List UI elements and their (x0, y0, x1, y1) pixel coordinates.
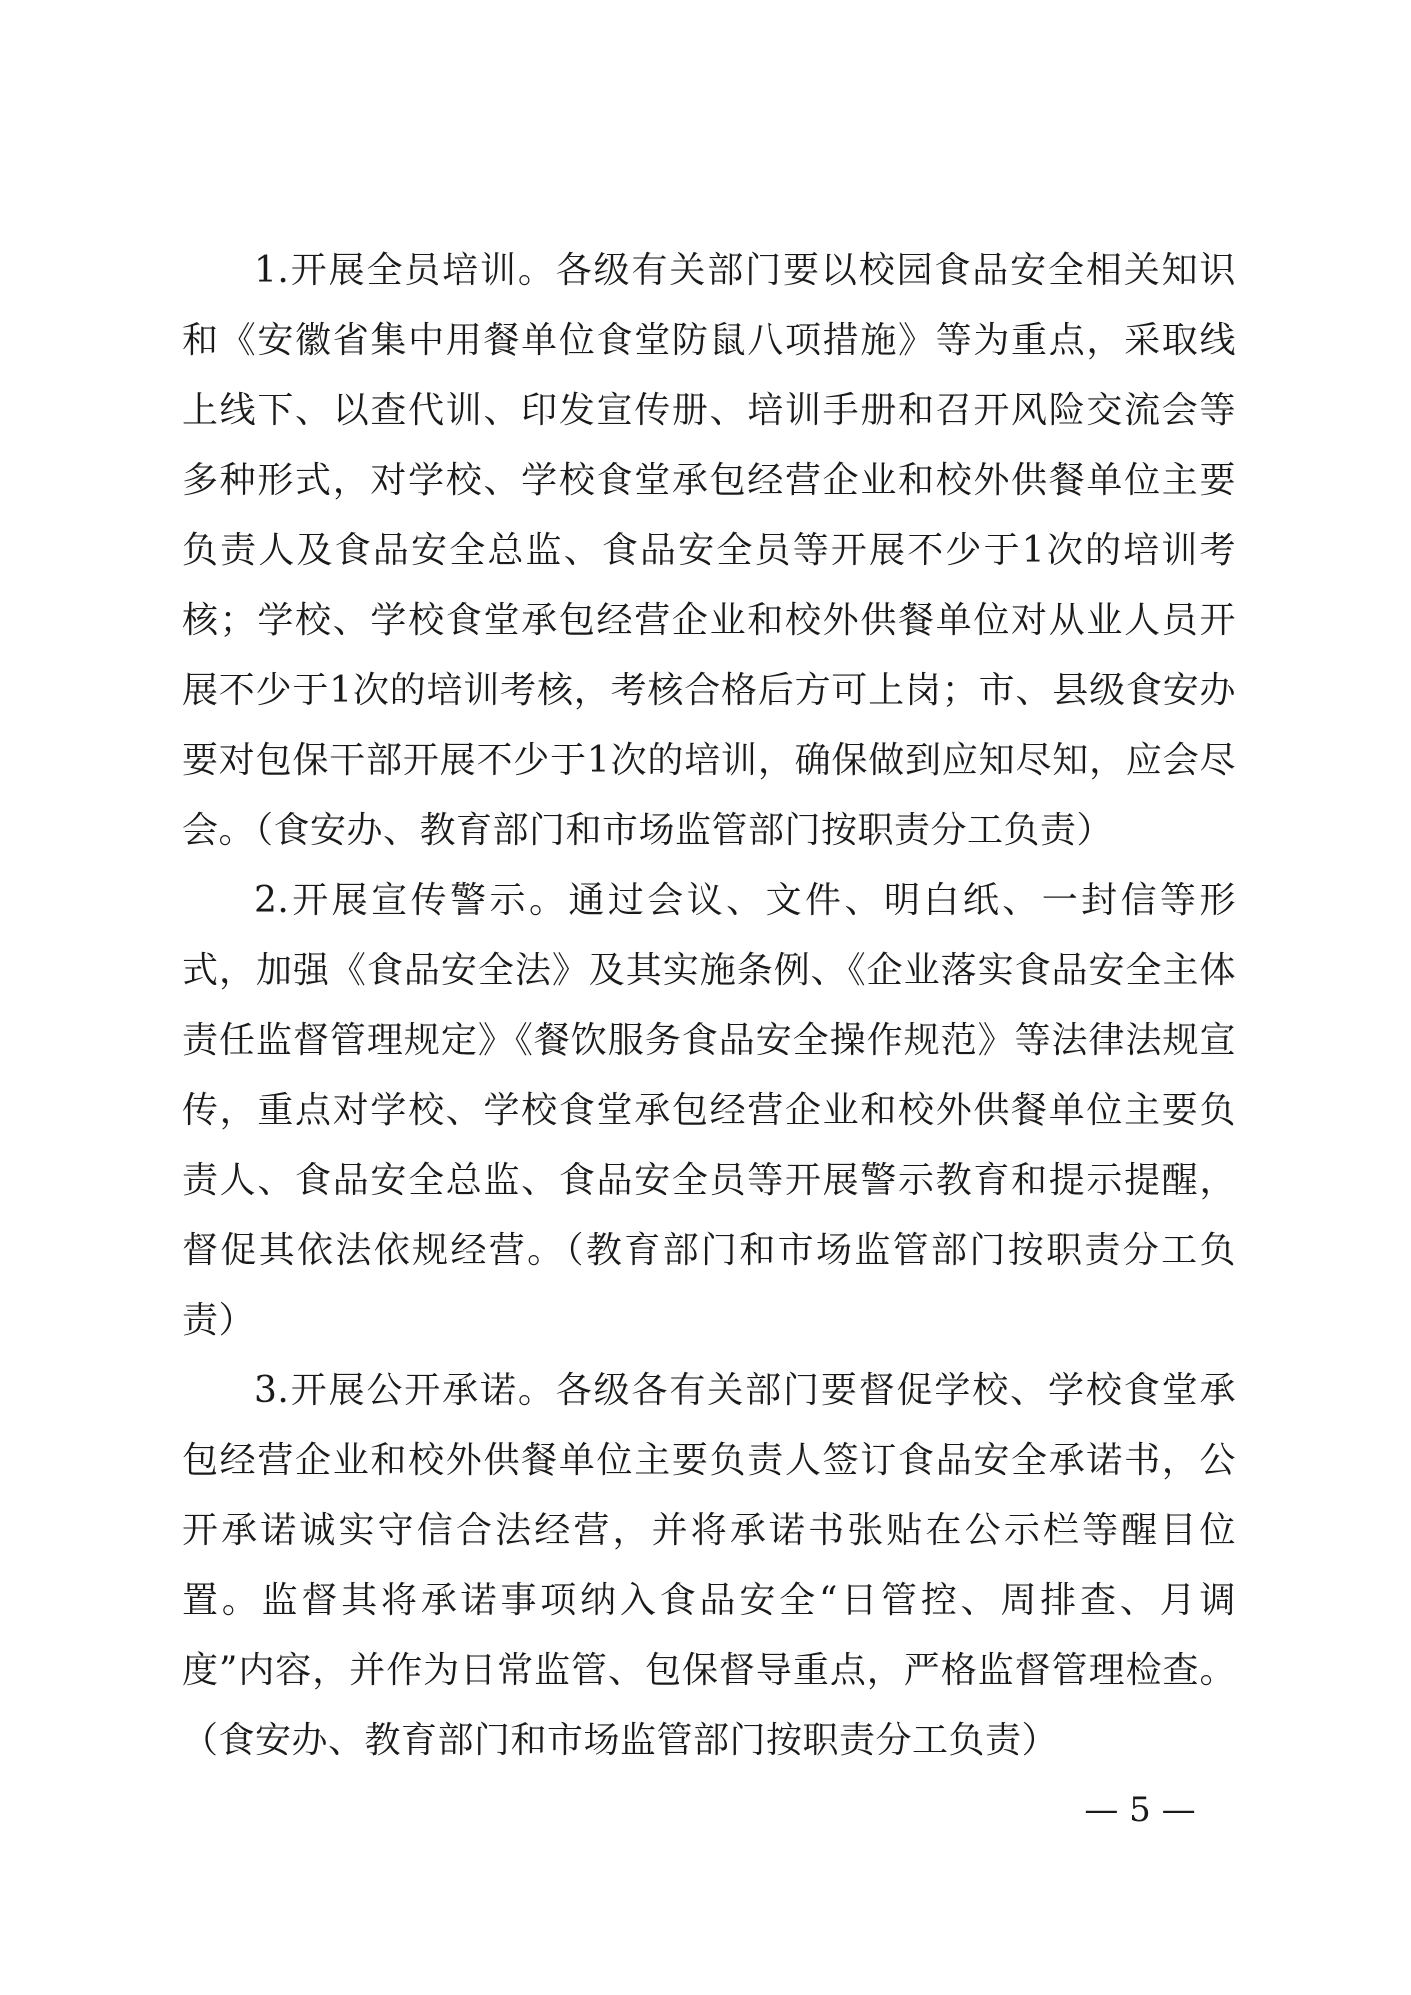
page-number: — 5 — (1084, 1790, 1196, 1830)
paragraph-publicity-warning: 2.开展宣传警示。通过会议、文件、明白纸、一封信等形式，加强《食品安全法》及其实施条例、《企业落实食品安全主体责任监督管理规定》《餐饮服务食品安全操作规范》等法律法规宣传，重点对学校、学校食堂承包经营企业和校外供餐单位主要负责人、食品安全总监、食品安全员等开展警示教育和提示提醒，督促其依法依规经营。（教育部门和市场监管部门按职责分工负责） (182, 880, 1236, 1341)
paragraph-staff-training: 1.开展全员培训。各级有关部门要以校园食品安全相关知识和《安徽省集中用餐单位食堂防鼠八项措施》等为重点，采取线上线下、以查代训、印发宣传册、培训手册和召开风险交流会等多种形式，对学校、学校食堂承包经营企业和校外供餐单位主要负责人及食品安全总监、食品安全员等开展不少于1次的培训考核；学校、学校食堂承包经营企业和校外供餐单位对从业人员开展不少于1次的培训考核，考核合格后方可上岗；市、县级食安办要对包保干部开展不少于1次的培训，确保做到应知尽知，应会尽会。（食安办、教育部门和市场监管部门按职责分工负责） (182, 250, 1236, 851)
document-body (182, 236, 1236, 1776)
paragraph-public-commitment: 3.开展公开承诺。各级各有关部门要督促学校、学校食堂承包经营企业和校外供餐单位主要负责人签订食品安全承诺书，公开承诺诚实守信合法经营，并将承诺书张贴在公示栏等醒目位置。监督其将承诺事项纳入食品安全“日管控、周排查、月调度”内容，并作为日常监管、包保督导重点，严格监督管理检查。（食安办、教育部门和市场监管部门按职责分工负责） (182, 1370, 1236, 1761)
